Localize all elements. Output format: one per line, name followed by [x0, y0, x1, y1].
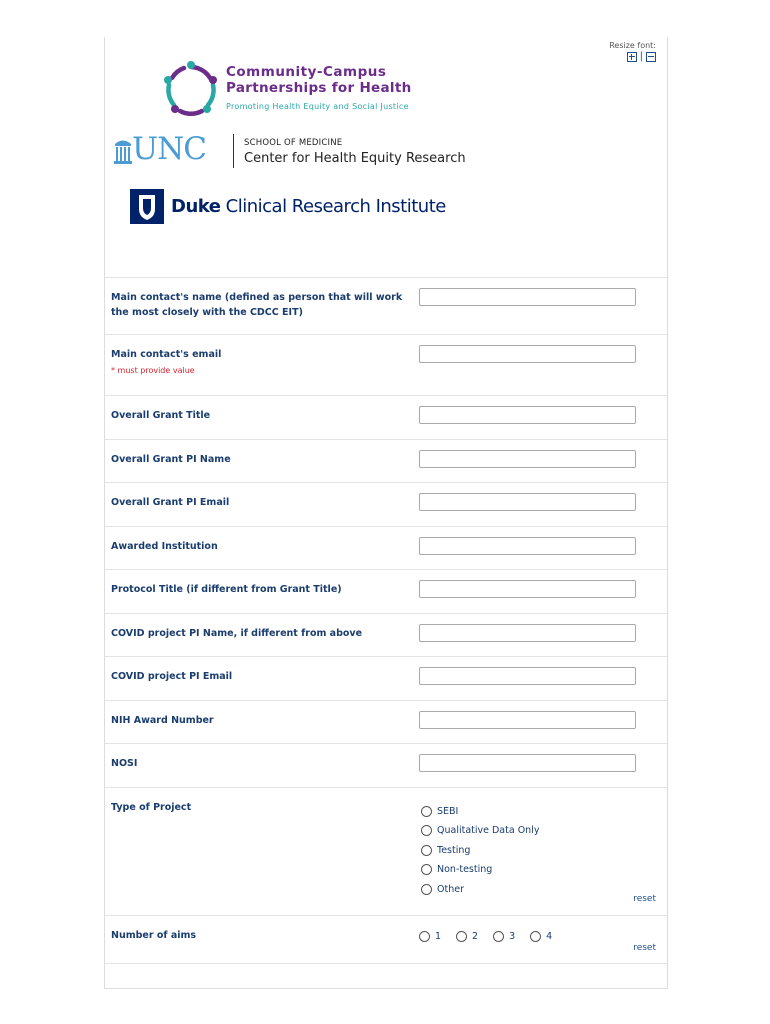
field-label: Number of aims	[111, 929, 197, 941]
radio-option-aims-1[interactable]: 1	[419, 931, 441, 942]
radio-option-aims-3[interactable]: 3	[493, 931, 515, 942]
field-label: Awarded Institution	[111, 540, 218, 552]
field-row-protocol-title	[105, 570, 667, 614]
nih-award-number-input[interactable]	[419, 711, 636, 729]
unc-logo	[114, 131, 474, 174]
type-of-project-reset-link[interactable]: reset	[633, 893, 656, 904]
increase-font-icon[interactable]	[627, 52, 637, 62]
field-label: Overall Grant PI Name	[111, 453, 231, 465]
ccph-tagline: Promoting Health Equity and Social Justice	[226, 102, 409, 111]
field-label: COVID project PI Email	[111, 671, 233, 682]
survey-form	[104, 37, 668, 989]
field-label: Main contact's email	[111, 349, 222, 360]
type-of-project-radio-group	[421, 802, 539, 900]
ccph-circle-icon	[162, 61, 220, 119]
radio-option-non-testing[interactable]: Non-testing	[421, 860, 539, 880]
duke-shield-icon	[130, 189, 164, 224]
field-row-type-of-project	[105, 788, 667, 916]
resize-font-label: Resize font:	[609, 41, 656, 50]
duke-logo	[130, 189, 450, 225]
radio-option-other[interactable]: Other	[421, 880, 539, 900]
covid-pi-name-input[interactable]	[419, 624, 636, 642]
radio-circle-icon[interactable]	[530, 931, 541, 942]
field-row-main-contact-email	[105, 335, 667, 396]
radio-option-testing[interactable]: Testing	[421, 841, 539, 861]
field-label: Main contact's name (defined as person that will work the most closely with the CDCC EIT)	[111, 292, 403, 318]
field-row-covid-pi-name	[105, 614, 667, 658]
resize-separator: |	[639, 51, 643, 62]
radio-option-aims-4[interactable]: 4	[530, 931, 552, 942]
field-row-number-of-aims	[105, 916, 667, 964]
radio-circle-icon[interactable]	[419, 931, 430, 942]
field-row-nosi	[105, 744, 667, 788]
radio-circle-icon[interactable]	[421, 884, 432, 895]
overall-grant-pi-name-input[interactable]	[419, 450, 636, 468]
field-row-overall-grant-title	[105, 396, 667, 440]
radio-circle-icon[interactable]	[456, 931, 467, 942]
required-note: * must provide value	[111, 366, 195, 375]
field-row-overall-grant-pi-name	[105, 440, 667, 484]
field-label: Overall Grant Title	[111, 410, 211, 421]
unc-divider	[233, 134, 234, 168]
main-contact-email-input[interactable]	[419, 345, 636, 363]
nosi-input[interactable]	[419, 754, 636, 772]
overall-grant-pi-email-input[interactable]	[419, 493, 636, 511]
field-row-awarded-institution	[105, 527, 667, 571]
unc-school-name: SCHOOL OF MEDICINE	[244, 138, 343, 148]
field-row-nih-award-number	[105, 701, 667, 745]
field-label: Protocol Title (if different from Grant Title)	[111, 584, 342, 595]
number-of-aims-reset-link[interactable]: reset	[633, 942, 656, 953]
field-label: NOSI	[111, 758, 138, 769]
radio-circle-icon[interactable]	[421, 806, 432, 817]
radio-circle-icon[interactable]	[493, 931, 504, 942]
field-label: NIH Award Number	[111, 714, 214, 726]
duke-wordmark: Duke Clinical Research Institute	[171, 196, 446, 217]
old-well-icon	[114, 137, 132, 165]
radio-circle-icon[interactable]	[421, 845, 432, 856]
field-row-overall-grant-pi-email	[105, 483, 667, 527]
number-of-aims-radio-group	[419, 931, 567, 942]
resize-font-control	[609, 41, 656, 63]
protocol-title-input[interactable]	[419, 580, 636, 598]
radio-option-aims-2[interactable]: 2	[456, 931, 478, 942]
radio-circle-icon[interactable]	[421, 864, 432, 875]
field-label: Overall Grant PI Email	[111, 497, 230, 508]
ccph-logo	[162, 61, 462, 121]
radio-option-sebi[interactable]: SEBI	[421, 802, 539, 822]
ccph-name-line1: Community-Campus	[226, 64, 387, 80]
covid-pi-email-input[interactable]	[419, 667, 636, 685]
form-header	[105, 37, 667, 278]
unc-center-name: Center for Health Equity Research	[244, 151, 466, 166]
main-contact-name-input[interactable]	[419, 288, 636, 306]
radio-option-qualitative[interactable]: Qualitative Data Only	[421, 821, 539, 841]
overall-grant-title-input[interactable]	[419, 406, 636, 424]
form-footer-row	[105, 964, 667, 990]
awarded-institution-input[interactable]	[419, 537, 636, 555]
unc-wordmark: UNC	[132, 131, 206, 167]
field-row-covid-pi-email	[105, 657, 667, 701]
field-label: Type of Project	[111, 801, 192, 813]
radio-circle-icon[interactable]	[421, 825, 432, 836]
field-label: COVID project PI Name, if different from above	[111, 627, 363, 639]
ccph-name-line2: Partnerships for Health	[226, 80, 412, 96]
decrease-font-icon[interactable]	[646, 52, 656, 62]
field-row-main-contact-name	[105, 278, 667, 335]
